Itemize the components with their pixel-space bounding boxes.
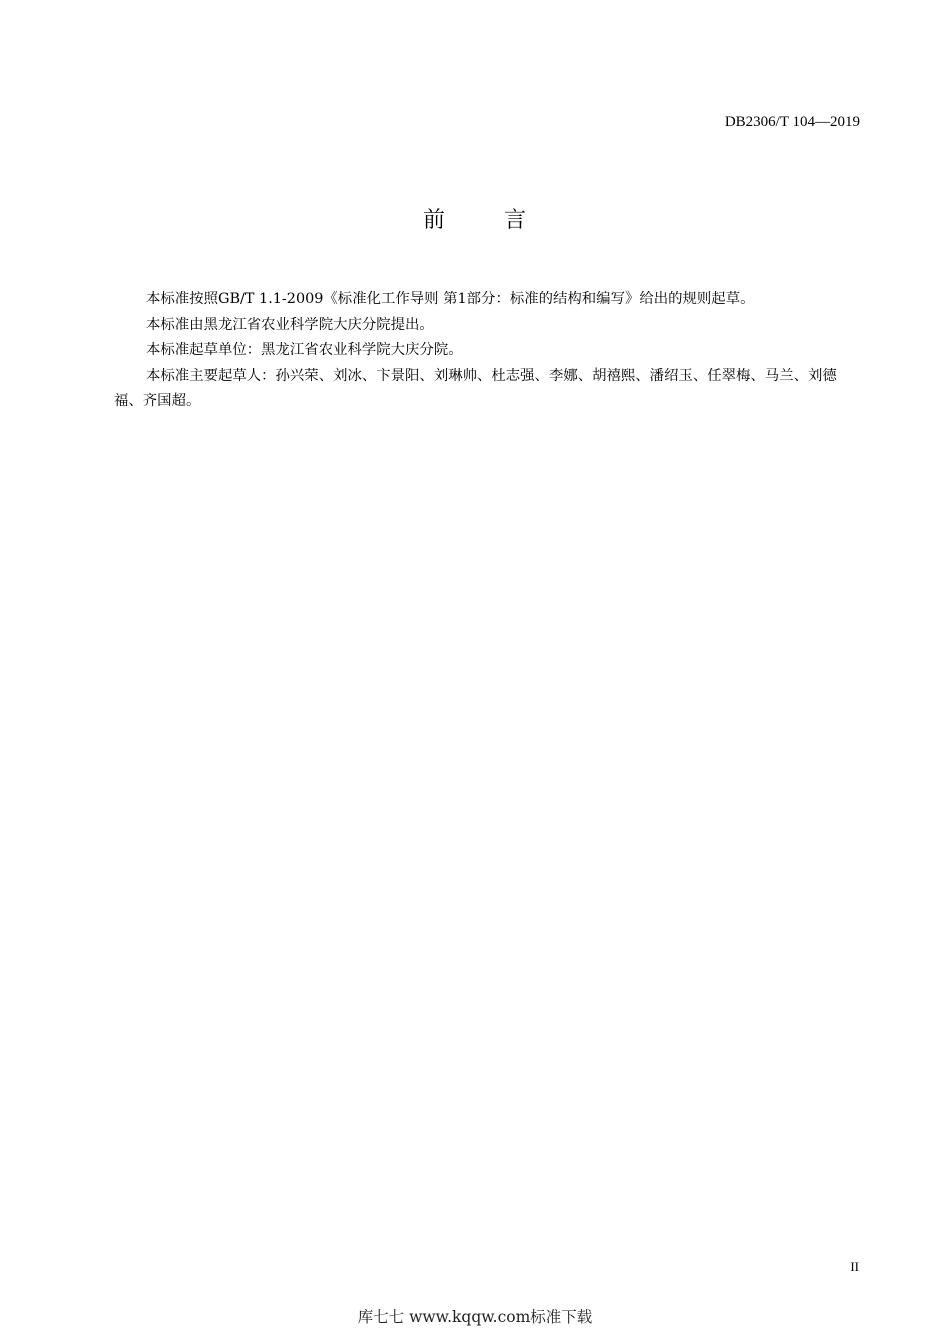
footer-watermark: 库七七 www.kqqw.com标准下载 xyxy=(357,1308,593,1326)
paragraph-drafting-rules: 本标准按照GB/T 1.1-2009《标准化工作导则 第1部分：标准的结构和编写》给出的规则起草。 xyxy=(146,291,755,307)
page-number: II xyxy=(850,1259,859,1274)
page-title xyxy=(0,203,950,234)
title-char-1: 前 xyxy=(422,208,446,233)
title-char-2: 言 xyxy=(504,208,528,233)
paragraph-drafters: 本标准主要起草人：孙兴荣、刘冰、卞景阳、刘琳帅、杜志强、李娜、胡禧熙、潘绍玉、任翠梅、马兰、刘德福、齐国超。 xyxy=(114,367,837,409)
paragraph-drafting-unit: 本标准起草单位：黑龙江省农业科学院大庆分院。 xyxy=(146,342,463,358)
standard-number: DB2306/T 104—2019 xyxy=(724,114,860,130)
foreword-body xyxy=(114,287,862,415)
paragraph-proposer: 本标准由黑龙江省农业科学院大庆分院提出。 xyxy=(146,316,434,333)
